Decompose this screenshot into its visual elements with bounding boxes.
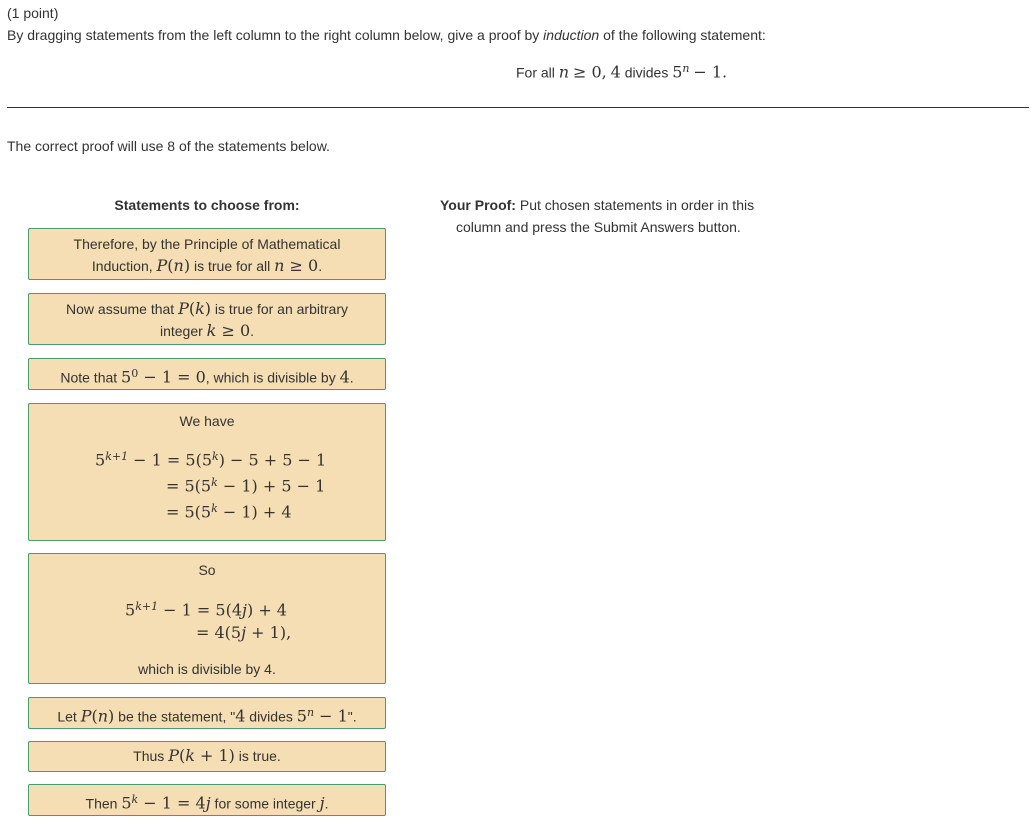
info-text: The correct proof will use 8 of the statements below. [7,138,330,154]
proof-drop-zone[interactable] [420,190,805,810]
divider [7,107,1029,108]
equation-line-1: $5^{k+1} - 1 = 5(5^k) - 5 + 5 - 1$ [95,450,327,470]
equation-line-2: = $5(5^k - 1) + 5 - 1$ [166,476,326,496]
statement-card-conclusion[interactable]: Therefore, by the Principle of Mathematical Induction, P(n) is true for all n ≥ 0. [28,228,386,280]
statement-card-define-p[interactable]: Let P(n) be the statement, "4 divides $5^n - 1$". [28,697,386,729]
statement-card-inductive-hypothesis[interactable]: Now assume that P(k) is true for an arbitrary integer k ≥ 0. [28,293,386,345]
statement-card-we-have[interactable]: We have $5^{k+1} - 1 = 5(5^k) - 5 + 5 - 1$ = $5(5^k - 1) + 5 - 1$ = $5(5^k - 1) + 4$ [28,403,386,541]
instructions: By dragging statements from the left column to the right column below, give a proof by induction of the following statement: [7,27,766,43]
statement-card-base-case[interactable]: Note that $5^0 - 1 = 0$, which is divisible by 4. [28,358,386,390]
statements-heading: Statements to choose from: [114,197,300,213]
statement-card-thus[interactable]: Thus P(k + 1) is true. [28,741,386,772]
equation-line-1: $5^{k+1} - 1 = 5(4j) + 4$ [125,600,287,620]
points-label: (1 point) [7,5,59,21]
statement-card-so[interactable]: So $5^{k+1} - 1 = 5(4j) + 4$ = 4(5j + 1), which is divisible by 4. [28,553,386,684]
equation-line-2: = 4(5j + 1), [196,623,292,642]
theorem-statement: For all n ≥ 0, 4 divides 5$^n$ − 1. [516,62,728,82]
proof-heading: Your Proof: Put chosen statements in order in this [440,197,755,213]
proof-heading-line2: column and press the Submit Answers button. [456,219,741,235]
equation-line-3: = $5(5^k - 1) + 4$ [166,502,292,522]
statement-card-then[interactable]: Then $5^k - 1 = 4j$ for some integer j. [28,784,386,816]
